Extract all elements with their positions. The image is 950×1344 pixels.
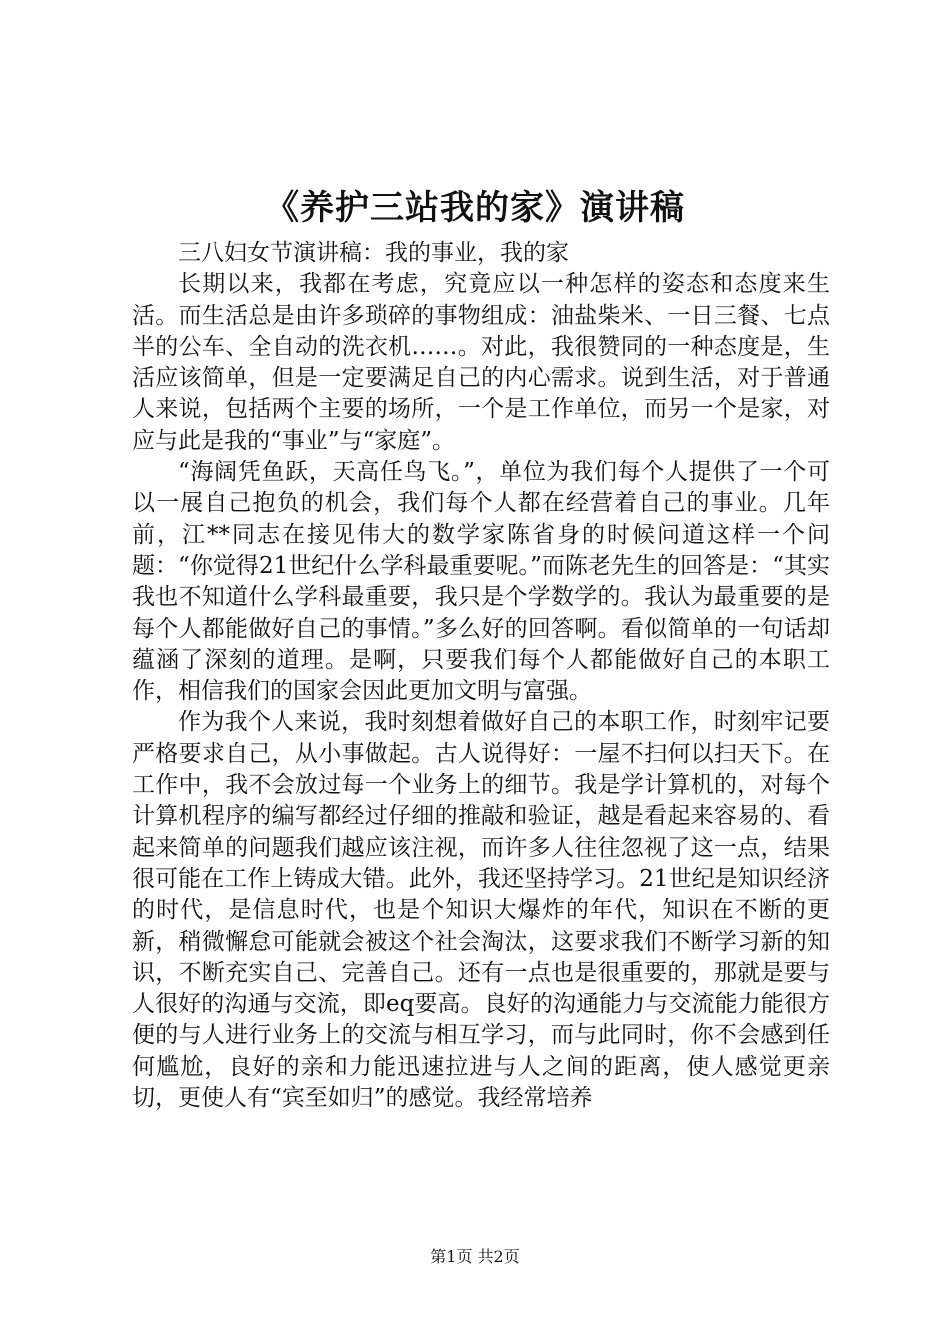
paragraph: 作为我个人来说，我时刻想着做好自己的本职工作，时刻牢记要严格要求自己，从小事做起。古人说得好：一屋不扫何以扫天下。在工作中，我不会放过每一个业务上的细节。我是学计算机的，对每个计算机程序的编写都经过仔细的推敲和验证，越是看起来容易的、看起来简单的问题我们越应该注视，而许多人往往忽视了这一点，结果很可能在工作上铸成大错。此外，我还坚持学习。21世纪是知识经济的时代，是信息时代，也是个知识大爆炸的年代，知识在不断的更新，稍微懈怠可能就会被这个社会淘汰，这要求我们不断学习新的知识，不断充实自己、完善自己。还有一点也是很重要的，那就是要与人很好的沟通与交流，即eq要高。良好的沟通能力与交流能力能很方便的与人进行业务上的交流与相互学习，而与此同时，你不会感到任何尴尬，良好的亲和力能迅速拉进与人之间的距离，使人感觉更亲切，更使人有“宾至如归”的感觉。我经常培养 [132, 709, 830, 1112]
paragraph: “海阔凭鱼跃，天高任鸟飞。”，单位为我们每个人提供了一个可以一展自己抱负的机会，我们每个人都在经营着自己的事业。几年前，江**同志在接见伟大的数学家陈省身的时候问道这样一个问题：“你觉得21世纪什么学科最重要呢。”而陈老先生的回答是：“其实我也不知道什么学科最重要，我只是个学数学的。我认为最重要的是每个人都能做好自己的事情。”多么好的回答啊。看似简单的一句话却蕴涵了深刻的道理。是啊，只要我们每个人都能做好自己的本职工作，相信我们的国家会因此更加文明与富强。 [132, 459, 830, 705]
paragraph-subtitle: 三八妇女节演讲稿：我的事业，我的家 [178, 240, 569, 266]
paragraph: 长期以来，我都在考虑，究竟应以一种怎样的姿态和态度来生活。而生活总是由许多琐碎的事物组成：油盐柴米、一日三餐、七点半的公车、全自动的洗衣机……。对此，我很赞同的一种态度是，生活应该简单，但是一定要满足自己的内心需求。说到生活，对于普通人来说，包括两个主要的场所，一个是工作单位，而另一个是家，对应与此是我的“事业”与“家庭”。 [132, 271, 830, 454]
document-body [132, 238, 830, 1114]
document-title: 《养护三站我的家》演讲稿 [265, 188, 685, 228]
page-footer: 第1页 共2页 [430, 1247, 520, 1266]
